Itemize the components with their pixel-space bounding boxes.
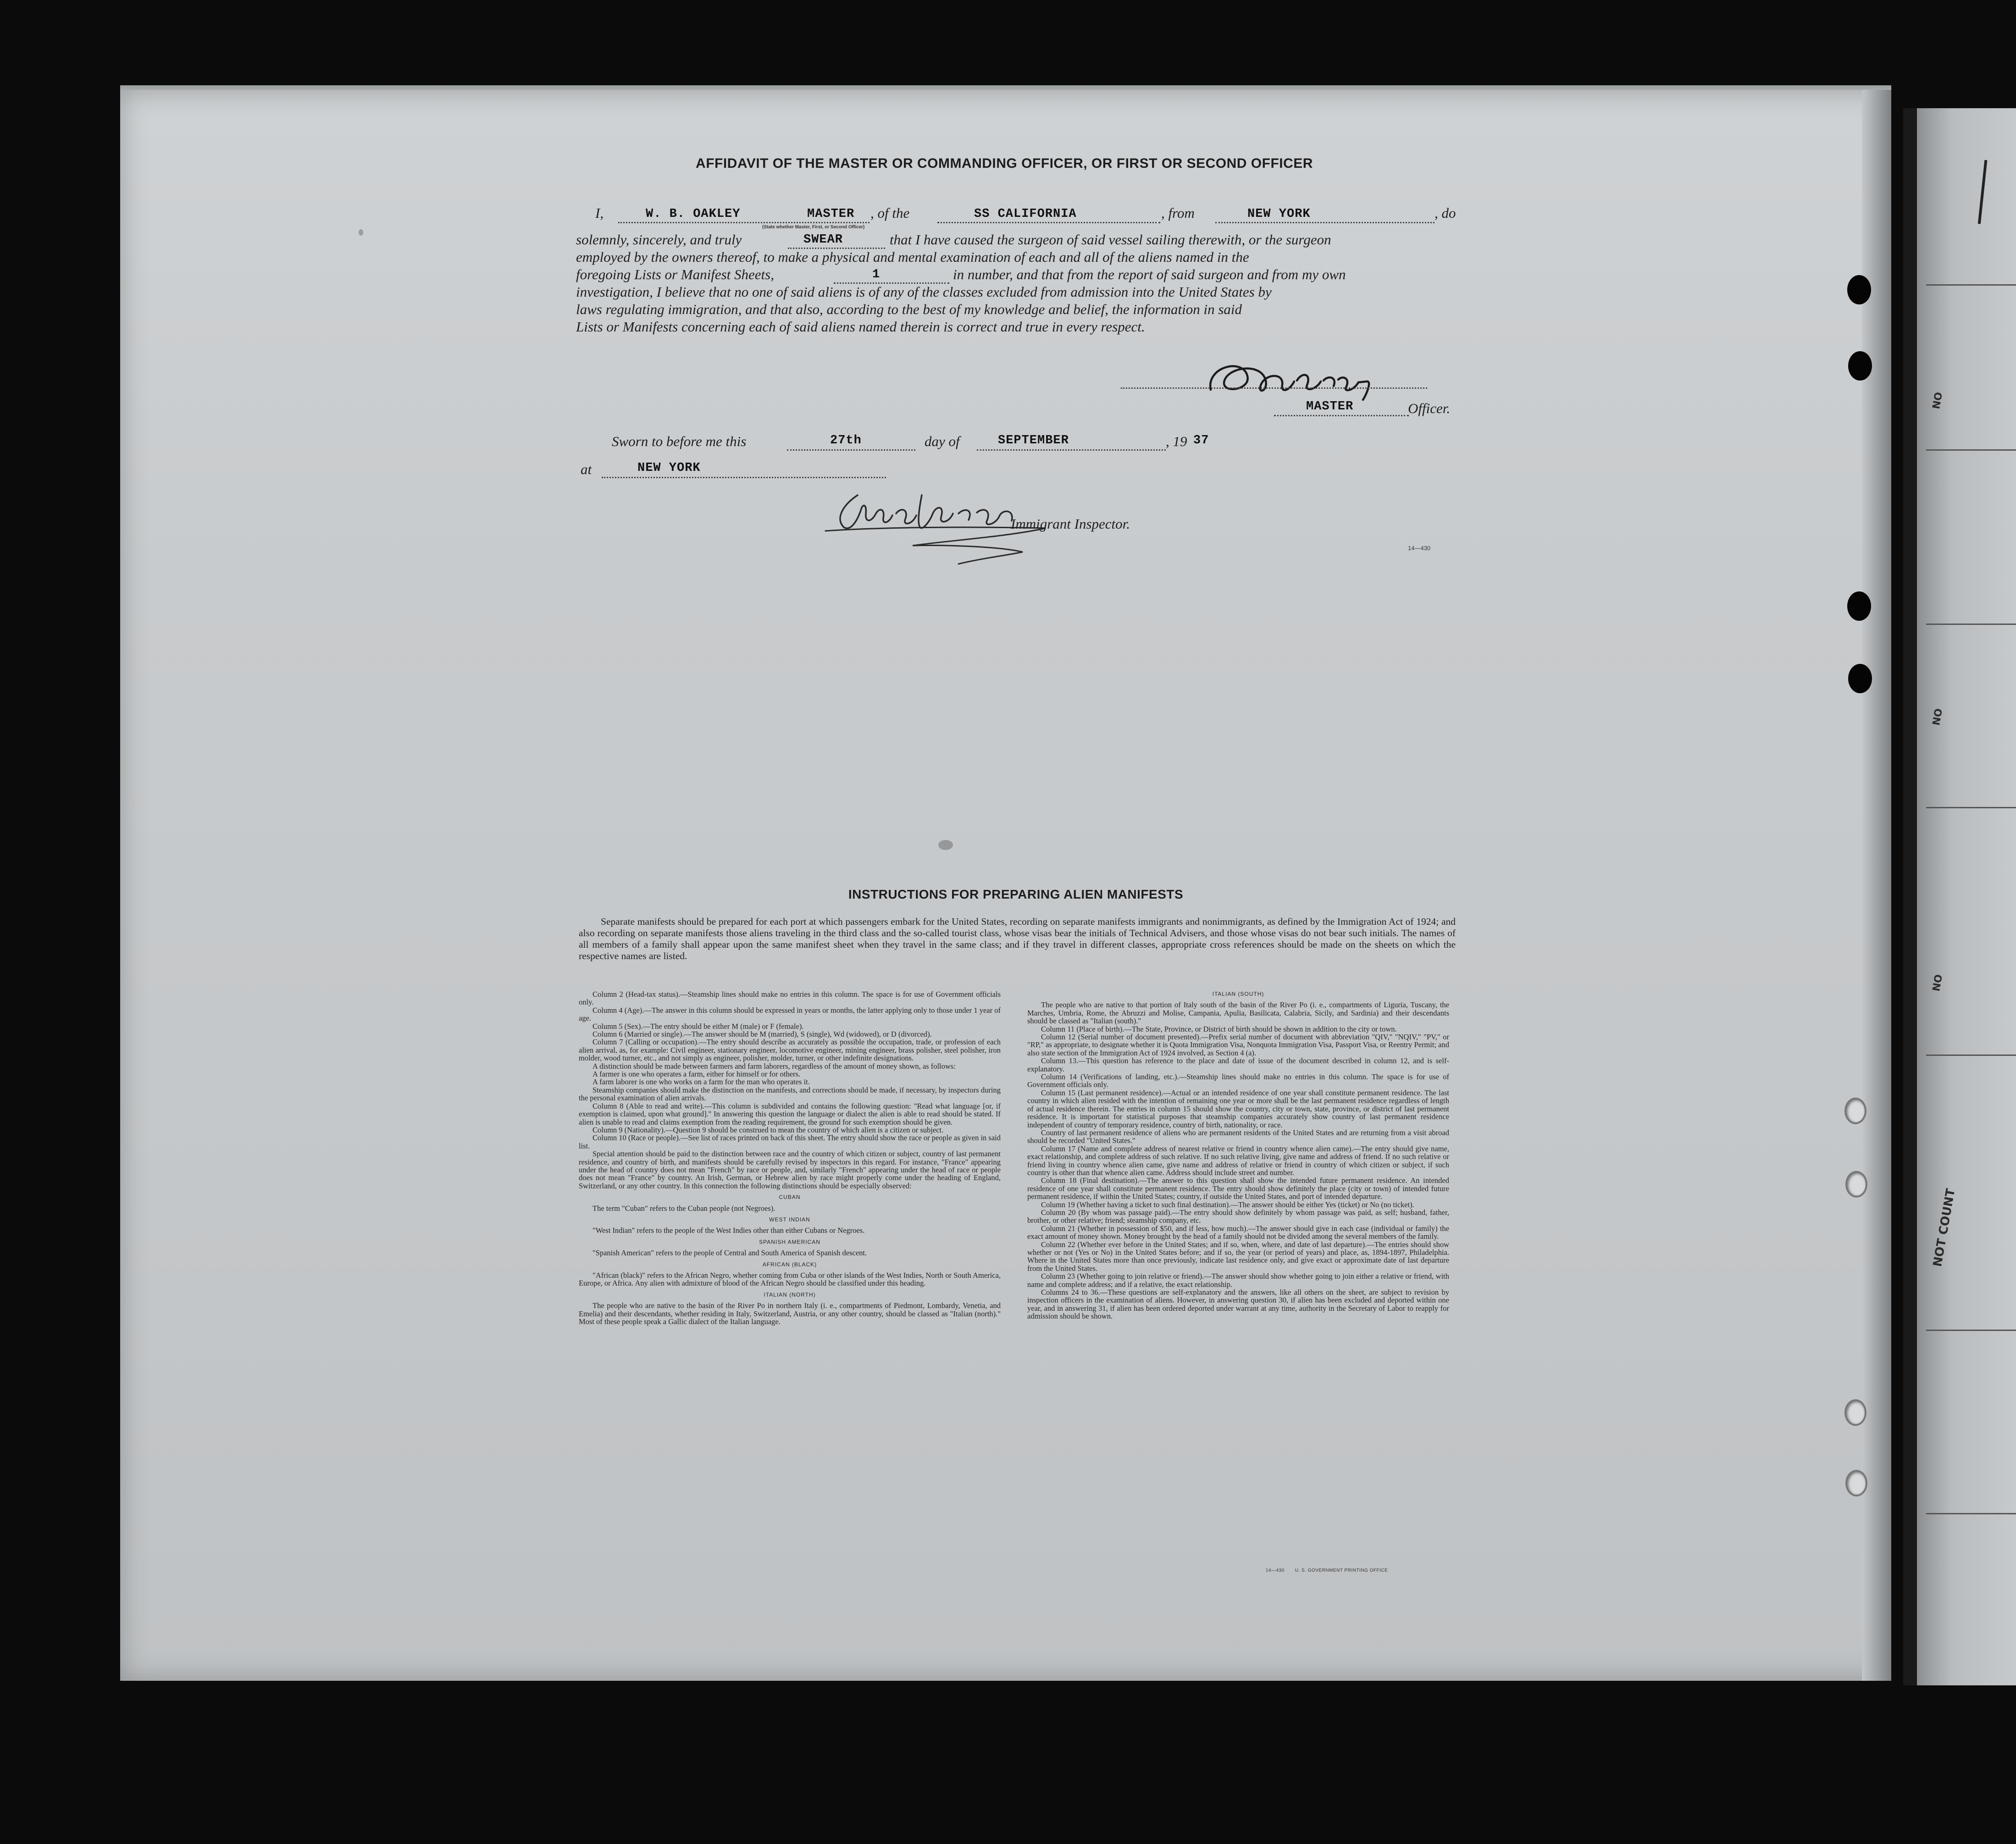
instruction-paragraph: Column 5 (Sex).—The entry should be either M (male) or F (female). — [593, 1021, 804, 1031]
section-heading: CUBAN — [779, 1194, 801, 1201]
section-heading: WEST INDIAN — [769, 1216, 810, 1223]
affidavit-text: at — [581, 461, 592, 477]
binder-hole — [1847, 275, 1871, 304]
instruction-paragraph: Column 10 (Race or people).—See list of races printed on back of this sheet. The entry should show the race or people as given in said list. — [579, 1133, 1001, 1150]
instruction-paragraph: Column 15 (Last permanent residence).—Actual or an intended residence of one year shall constitute permanent residence. The last country in which alien resided with the intention of remaining one year or more shall be the last permanent residence regardless of length of actual residence therein. The entries in column 15 should show the country, city or town, state, province, or district of last permanent residence. It is important for statistical purposes that steamship companies accurately show country of last permanent residence independent of country of temporary residence, country of birth, nationality, or race. — [1027, 1088, 1449, 1129]
instruction-paragraph: Column 6 (Married or single).—The answer should be M (married), S (single), Wd (widowed), or D (divorced). — [593, 1030, 932, 1039]
affidavit-text: , do — [1434, 205, 1456, 221]
instruction-paragraph: A farm laborer is one who works on a farm for the man who operates it. — [593, 1077, 810, 1087]
instruction-paragraph: Column 17 (Name and complete address of nearest relative or friend in country whence alien came).—The entry should give name, exact relationship, and complete address of such relative. If no such relative living, give name and address of friend. If no such relative or friend living in country whence alien came, give name and address of relative or friend in country of which citizen or subject, if such country is other than that whence alien came. Address should include street and number. — [1027, 1144, 1449, 1177]
binder-hole — [1845, 1171, 1867, 1198]
affidavit-title: AFFIDAVIT OF THE MASTER OR COMMANDING OFFICER, OR FIRST OR SECOND OFFICER — [696, 156, 1313, 171]
instruction-paragraph: Column 19 (Whether having a ticket to such final destination).—The answer should be either Yes (ticket) or No (no ticket). — [1041, 1200, 1414, 1209]
officer-rank: MASTER — [807, 207, 855, 221]
instruction-paragraph: Column 13.—This question has reference to the place and date of issue of the document described in column 12, and is self-explanatory. — [1027, 1056, 1449, 1073]
paper-smudge — [359, 229, 363, 236]
sworn-year: 37 — [1193, 434, 1209, 447]
adjacent-page-rule — [1926, 1513, 2016, 1514]
instruction-paragraph: "West Indian" refers to the people of the West Indies other than either Cubans or Negroes. — [593, 1226, 865, 1235]
adjacent-page-rule — [1926, 807, 2016, 808]
instructions-intro: Separate manifests should be prepared for each port at which passengers embark for the United States, recording on separate manifests immigrants and nonimmigrants, as defined by the Immigration Act of 1924; and also recording on separate manifests those aliens traveling in the third class and the so-called tourist class, whose visas bear the initials of Technical Advisers, and those whose visas do not bear such initials. The names of all members of a family shall appear upon the same manifest sheet when they travel in the same class; and if they travel in different classes, appropriate cross references should be made on the sheets on which the respective names are listed. — [579, 916, 1456, 961]
signing-officer-rank: MASTER — [1306, 400, 1354, 414]
instruction-paragraph: Country of last permanent residence of aliens who are permanent residents of the United States and are returning from a visit abroad should be recorded "United States." — [1027, 1128, 1449, 1145]
form-number: 14—430 — [1408, 545, 1431, 552]
instruction-paragraph: Column 18 (Final destination).—The answer to this question shall show the intended future permanent residence. An intended residence of one year shall constitute permanent residence. The entry should show definitely the place (city or town) of intended future permanent residence, if within the United States; country, if outside the United States, and port of intended departure. — [1027, 1176, 1449, 1201]
instruction-paragraph: Column 11 (Place of birth).—The State, Province, or District of birth should be shown in addition to the city or town. — [1041, 1024, 1397, 1033]
signature-line — [1121, 387, 1427, 389]
master-name: W. B. OAKLEY — [646, 207, 741, 221]
sheet-right-edge — [1862, 90, 1891, 1681]
instruction-paragraph: Column 23 (Whether going to join relative or friend).—The answer should show whether going to join either a relative or friend, with name and complete address; and if a relative, the exact relationship. — [1027, 1272, 1449, 1289]
binder-hole — [1848, 664, 1872, 693]
binder-hole — [1848, 351, 1872, 381]
affidavit-text: I, — [595, 205, 604, 221]
adjacent-page-rule — [1926, 284, 2016, 286]
affidavit-text: Lists or Manifests concerning each of said aliens named therein is correct and true in every respect. — [576, 319, 1145, 335]
affidavit-text: that I have caused the surgeon of said vessel sailing therewith, or the surgeon — [890, 232, 1331, 248]
instruction-paragraph: Column 12 (Serial number of document presented).—Prefix serial number of document with abbreviation "QIV," "NQIV," "PV," or "RP," as appropriate, to designate whether it is Quota Immigration Visa, Nonquota Immigration Visa, Passport Visa, or Reentry Permit; and also state section of the Immigration Act of 1924 involved, as Section 4 (a). — [1027, 1032, 1449, 1057]
instructions-right-column — [1027, 990, 1449, 1320]
binder-hole — [1844, 1098, 1866, 1124]
affidavit-text: , of the — [870, 205, 910, 221]
affidavit-text: Sworn to before me this — [612, 433, 747, 449]
instruction-paragraph: A distinction should be made between farmers and farm laborers, regardless of the amount of money shown, as follows: — [593, 1061, 956, 1071]
sheet-count: 1 — [872, 268, 881, 282]
oath-type: SWEAR — [803, 233, 843, 247]
sworn-month: SEPTEMBER — [998, 434, 1069, 447]
paper-smudge — [938, 840, 953, 850]
instruction-paragraph: The term "Cuban" refers to the Cuban people (not Negroes). — [593, 1204, 775, 1213]
instruction-paragraph: Steamship companies should make the distinction on the manifests, and corrections should be made, if necessary, by inspectors during the personal examination of alien arrivals. — [579, 1085, 1001, 1103]
binder-hole — [1845, 1470, 1867, 1496]
instruction-paragraph: "Spanish American" refers to the people of Central and South America of Spanish descent. — [593, 1248, 867, 1258]
instruction-paragraph: Column 21 (Whether in possession of $50, and if less, how much).—The answer should give in each case (individual or family) the exact amount of money shown. Money brought by the head of a family should not be divided among the several members of the family. — [1027, 1224, 1449, 1241]
adjacent-page-label: NO — [1931, 707, 1945, 727]
inspector-label: Immigrant Inspector. — [1011, 516, 1130, 532]
instruction-paragraph: Special attention should be paid to the distinction between race and the country of which citizen or subject, country of last permanent residence, and country of birth, and manifests should be carefully revised by inspectors in this regard. For instance, "France" appearing under the head of country does not mean "French" by race or people, and, similarly "French" appearing under the head of race or people does not mean "France" by country. An Irish, German, or Hebrew alien by race might properly come under the heading of England, Switzerland, or any other country. In this connection the following distinctions should be especially observed: — [579, 1149, 1001, 1190]
adjacent-page-rule — [1926, 1055, 2016, 1056]
sworn-day: 27th — [830, 434, 862, 447]
section-heading: ITALIAN (NORTH) — [764, 1291, 816, 1298]
instructions-left-column — [579, 990, 1001, 1325]
instruction-paragraph: Column 2 (Head-tax status).—Steamship lines should make no entries in this column. The space is for use of Government officials only. — [579, 990, 1001, 1007]
binder-hole — [1847, 591, 1871, 621]
instruction-paragraph: Column 14 (Verifications of landing, etc.).—Steamship lines should make no entries in this column. The space is for use of Government officials only. — [1027, 1072, 1449, 1089]
adjacent-page-label: NOT COUNT — [1931, 1187, 1958, 1268]
fill-line — [618, 222, 870, 223]
affidavit-text: employed by the owners thereof, to make a physical and mental examination of each and all of the aliens named in the — [576, 249, 1249, 265]
instruction-paragraph: "African (black)" refers to the African Negro, whether coming from Cuba or other islands of the West Indies, North or South America, Europe, or Africa. Any alien with admixture of blood of the African Negro should be classified under this heading. — [579, 1271, 1001, 1288]
sworn-place: NEW YORK — [637, 461, 701, 475]
affidavit-text: , from — [1161, 205, 1195, 221]
instruction-paragraph: Column 9 (Nationality).—Question 9 should be construed to mean the country of which alien is a citizen or subject. — [593, 1125, 944, 1134]
footer-printer: U. S. GOVERNMENT PRINTING OFFICE — [1295, 1568, 1388, 1573]
instruction-paragraph: The people who are native to that portion of Italy south of the basin of the River Po (i. e., compartments of Liguria, Tuscany, the Marches, Umbria, Rome, the Abruzzi and Molise, Campania, Apulia, Basilicata, Calabria, Sicily, and Sardinia) and their descendants should be classed as "Italian (south)." — [1027, 1000, 1449, 1026]
adjacent-page-edge — [1917, 108, 2016, 1685]
section-heading: SPANISH AMERICAN — [759, 1238, 820, 1245]
affidavit-text: Officer. — [1408, 400, 1451, 416]
footer-form-number: 14—430 — [1266, 1568, 1285, 1573]
adjacent-page-label: NO — [1931, 391, 1945, 410]
affidavit-text: laws regulating immigration, and that also, according to the best of my knowledge and belief, the information in said — [576, 301, 1242, 317]
affidavit-text: , 19 — [1166, 433, 1187, 449]
affidavit-text: investigation, I believe that no one of said aliens is of any of the classes excluded from admission into the United States by — [576, 284, 1272, 300]
adjacent-page-rule — [1926, 624, 2016, 625]
rank-caption: (State whether Master, First, or Second Officer) — [762, 225, 865, 230]
fill-line — [977, 449, 1166, 451]
instruction-paragraph: Column 4 (Age).—The answer in this column should be expressed in years or months, the latter applying only to those under 1 year of age. — [579, 1005, 1001, 1023]
affidavit-text: in number, and that from the report of said surgeon and from my own — [953, 266, 1346, 282]
master-signature — [1192, 348, 1403, 403]
fill-line — [1215, 222, 1434, 223]
affidavit-text: foregoing Lists or Manifest Sheets, — [576, 266, 774, 282]
instruction-paragraph: Column 22 (Whether ever before in the United States; and if so, when, where, and date of last departure).—The entries should show whether or not (Yes or No) in the United States before; and if so, the year (or period of years) and place, as, 1894-1897, Philadelphia. Where in the United States more than once previously, indicate last residence only, and give exact or approximate date of last departure from the United States. — [1027, 1240, 1449, 1273]
footer-imprint — [1266, 1568, 1388, 1573]
binder-hole — [1844, 1399, 1866, 1426]
rank-line — [1274, 415, 1409, 416]
adjacent-page-label: NO — [1931, 973, 1945, 993]
departure-port: NEW YORK — [1247, 207, 1311, 221]
affidavit-text: day of — [925, 433, 960, 449]
fill-line — [937, 222, 1160, 223]
instruction-paragraph: Columns 24 to 36.—These questions are self-explanatory and the answers, like all others on the sheet, are subject to revision by inspection officers in the examination of aliens. However, in answering question 30, if alien has been excluded and deported within one year, and in answering 31, if alien has been ordered deported under warrant at any time, authority in the Secretary of Labor to reapply for admission should be shown. — [1027, 1288, 1449, 1321]
section-heading: ITALIAN (SOUTH) — [1212, 991, 1264, 997]
instruction-paragraph: Column 8 (Able to read and write).—This column is subdivided and contains the following question: "Read what language [or, if exemption is claimed, upon what ground]." In answering this question the language or dialect the alien is able to read should be stated. If alien is unable to read and claims exemption from the reading requirement, the ground for such exemption should be given. — [579, 1101, 1001, 1126]
instruction-paragraph: A farmer is one who operates a farm, either for himself or for others. — [593, 1070, 801, 1079]
adjacent-page-rule — [1926, 449, 2016, 451]
instruction-paragraph: The people who are native to the basin of the River Po in northern Italy (i. e., compartments of Piedmont, Lombardy, Venetia, and Emelia) and their descendants, whether residing in Italy, Switzerland, Austria, or any other country, should be classed as "Italian (north)." Most of these people speak a Gallic dialect of the Italian language. — [579, 1301, 1001, 1326]
instruction-paragraph: Column 20 (By whom was passage paid).—The entry should show definitely by whom passage was paid, as self; husband, father, brother, or other relative; friend; steamship company, etc. — [1027, 1208, 1449, 1225]
affidavit-text: solemnly, sincerely, and truly — [576, 232, 742, 248]
vessel-name: SS CALIFORNIA — [974, 207, 1077, 221]
section-heading: AFRICAN (BLACK) — [762, 1261, 817, 1268]
instruction-paragraph: Column 7 (Calling or occupation).—The entry should describe as accurately as possible the occupation, trade, or profession of each alien arrival, as, for example: Civil engineer, stationary engineer, locomotive engineer, mining engineer, brass polisher, steel polisher, iron molder, wood turner, etc., and not simply as engineer, polisher, molder, turner, or other indefinite designations. — [579, 1038, 1001, 1063]
adjacent-page-rule — [1926, 1330, 2016, 1331]
fill-line — [787, 449, 915, 451]
instructions-title: INSTRUCTIONS FOR PREPARING ALIEN MANIFESTS — [848, 887, 1184, 901]
